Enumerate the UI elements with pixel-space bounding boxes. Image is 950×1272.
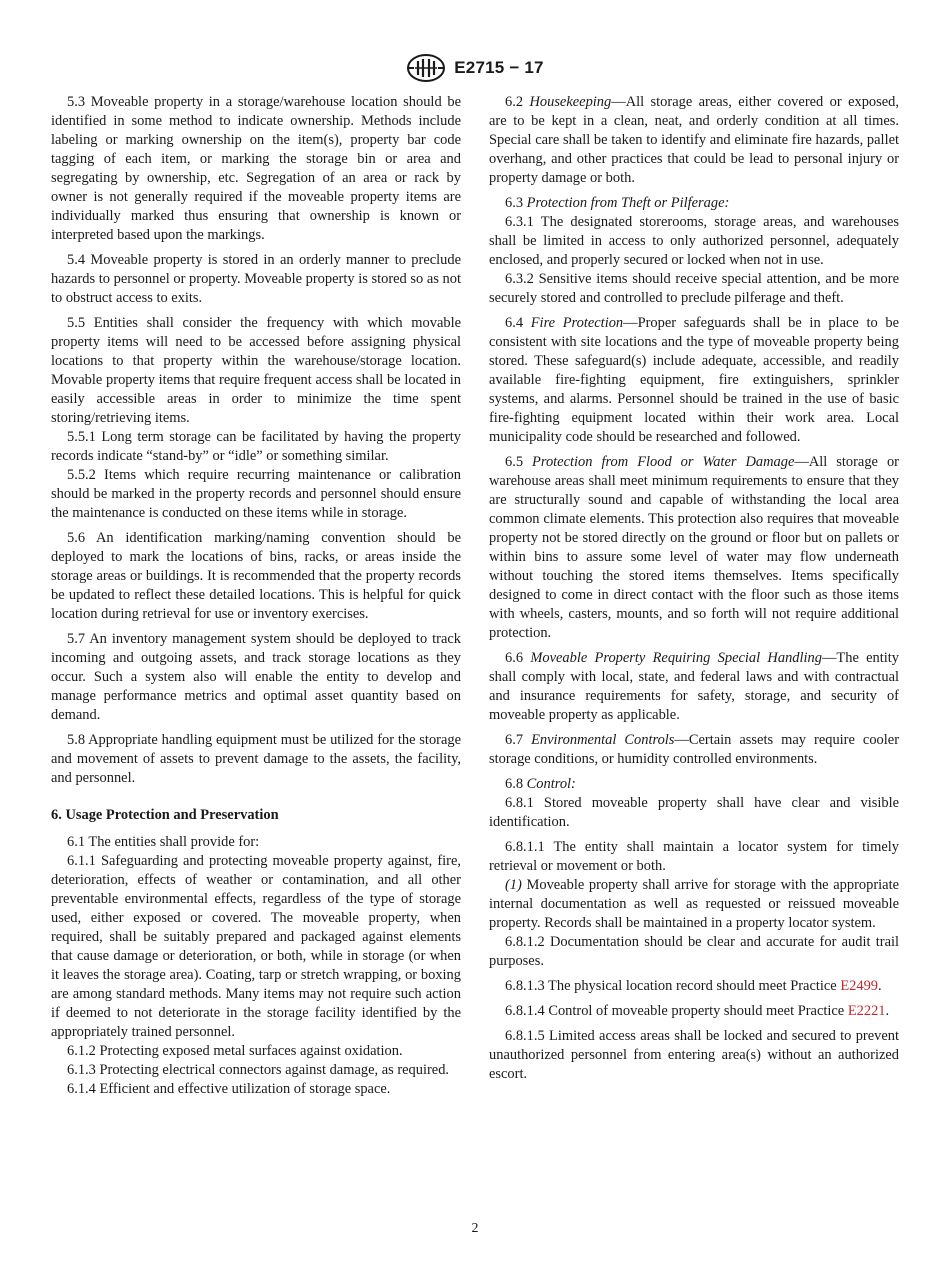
paragraph-6-7-number: 6.7 [505, 732, 524, 748]
paragraph-5-5-1: 5.5.1 Long term storage can be facilitated by having the property records indicate “stand-by” or “idle” or something similar. [51, 429, 461, 464]
paragraph-5-6: 5.6 An identification marking/naming convention should be deployed to mark the locations of bins, racks, or areas inside the storage areas or buildings. It is recommended that the property records be updated to reflect these detailed locations. This is helpful for quick location during retrieval for use or inventory exercises. [51, 530, 461, 622]
paragraph-6-1-3: 6.1.3 Protecting electrical connectors against damage, as required. [67, 1062, 450, 1078]
paragraph-6-6 [489, 649, 899, 725]
paragraph-6-2-number: 6.2 [505, 94, 524, 110]
paragraph-6-3-title: Protection from Theft or Pilferage: [526, 195, 730, 211]
paragraph-6-4-title: Fire Protection [530, 315, 624, 331]
paragraph-6-8-title: Control: [526, 776, 576, 792]
right-column [489, 93, 899, 1090]
paragraph-6-1-2: 6.1.2 Protecting exposed metal surfaces against oxidation. [67, 1043, 403, 1059]
paragraph-6-3 [489, 194, 899, 213]
section-6-heading: 6. Usage Protection and Preservation [51, 807, 279, 823]
paragraph-6-1: 6.1 The entities shall provide for: [67, 834, 260, 850]
paragraph-5-5: 5.5 Entities shall consider the frequency with which movable property items will need to be accessed before assigning physical locations to that property within the warehouse/storage location. Movable property items that require frequent access shall be located in easily accessible areas in order to minimize the time spent storing/retrieving items. [51, 315, 461, 426]
paragraph-5-4: 5.4 Moveable property is stored in an orderly manner to preclude hazards to personnel or property. Moveable property is stored so as not to obstruct access to exits. [51, 252, 461, 306]
sub-item-text: Moveable property shall arrive for storage with the appropriate internal documentation as well as requested or reissued moveable property. Records shall be maintained in a property locator system. [489, 877, 899, 931]
paragraph-6-8-1-4-text: 6.8.1.4 Control of moveable property should meet Practice [505, 1003, 848, 1019]
paragraph-6-3-number: 6.3 [505, 195, 524, 211]
paragraph-6-5-text: —All storage or warehouse areas shall meet minimum requirements to ensure that they are structurally sound and capable of withstanding the local area common climate elements. This protection also requires that moveable property not be stored directly on the ground or floor but on pallets or within bins to assure some level of water may flow underneath without touching the stored items themselves. Items specifically designed to come in direct contact with the floor such as those items with wheels, casters, mounts, and so forth will not require additional protection. [489, 454, 899, 641]
reference-link-e2499[interactable]: E2499 [840, 978, 879, 994]
left-column [51, 93, 461, 1099]
paragraph-6-5-number: 6.5 [505, 454, 524, 470]
paragraph-6-8-1-1: 6.8.1.1 The entity shall maintain a locator system for timely retrieval or movement or both. [489, 839, 899, 874]
paragraph-6-2-text: —All storage areas, either covered or exposed, are to be kept in a clean, neat, and orderly condition at all times. Special care shall be taken to identify and eliminate fire hazards, pallet overhang, and other practices that could be lead to personal injury or property damage or both. [489, 94, 899, 186]
reference-link-e2221[interactable]: E2221 [847, 1003, 886, 1019]
paragraph-6-1-1: 6.1.1 Safeguarding and protecting moveable property against, fire, deterioration, effects of weather or contamination, and all other preventable environmental effects, regardless of the type of storage used, either exposed or covered. The moveable property, when required, shall be suitably prepared and packaged against elements that cause damage or deterioration, or both, while in storage (or when it leaves the storage area). Coating, tarp or stretch wrapping, or boxing are among standard methods. Many items may not require such action if deemed to not deteriorate in the storage facility identified by the appropriately trained personnel. [51, 853, 461, 1040]
paragraph-5-5-2: 5.5.2 Items which require recurring maintenance or calibration should be marked in the property records and personnel should ensure the maintenance is conducted on these items while in storage. [51, 467, 461, 521]
paragraph-5-7: 5.7 An inventory management system should be deployed to track incoming and outgoing assets, and track storage locations as they occur. Such a system also will enable the entity to develop and manage performance metrics and optimal asset quantity based on demand. [51, 631, 461, 723]
paragraph-6-5-title: Protection from Flood or Water Damage [532, 454, 795, 470]
paragraph-6-2-title: Housekeeping [529, 94, 612, 110]
period: . [885, 1003, 890, 1019]
paragraph-5-3: 5.3 Moveable property in a storage/warehouse location should be identified in some method to indicate ownership. Methods include labeling or marking ownership on the item(s), property bar code tagging of each item, or marking the storage bin or area and segregating by ownership, etc. Segregation of an area or rack by owner is not generally required if the moveable property items are individually marked thus ensuring that ownership is known or interpreted based upon the markings. [51, 94, 461, 243]
paragraph-6-8-number: 6.8 [505, 776, 524, 792]
paragraph-6-8-1-2: 6.8.1.2 Documentation should be clear and accurate for audit trail purposes. [489, 934, 899, 969]
paragraph-6-6-text: —The entity shall comply with local, state, and federal laws and with contractual and insurance requirements for safety, storage, and security of moveable property as applicable. [489, 650, 900, 723]
page-number: 2 [471, 1221, 479, 1236]
paragraph-6-6-number: 6.6 [505, 650, 524, 666]
paragraph-5-8: 5.8 Appropriate handling equipment must be utilized for the storage and movement of assets to prevent damage to the assets, the facility, and personnel. [51, 732, 461, 786]
paragraph-6-5 [489, 453, 899, 643]
paragraph-6-2 [489, 93, 899, 188]
paragraph-6-8-1-5: 6.8.1.5 Limited access areas shall be locked and secured to prevent unauthorized personnel from entering area(s) without an authorized escort. [489, 1028, 899, 1082]
period: . [878, 978, 882, 994]
paragraph-6-7-text: —Certain assets may require cooler storage conditions, or humidity controlled environments. [489, 732, 900, 767]
standard-designation: E2715 − 17 [454, 58, 544, 77]
paragraph-6-4 [489, 314, 899, 447]
paragraph-6-8-1-3-text: 6.8.1.3 The physical location record should meet Practice [505, 978, 841, 994]
paragraph-6-3-1: 6.3.1 The designated storerooms, storage areas, and warehouses shall be limited in access to only authorized personnel, adequately enclosed, and properly secured or locked when not in use. [489, 214, 899, 268]
paragraph-6-8-1-3 [489, 977, 899, 996]
paragraph-6-7-title: Environmental Controls [531, 732, 675, 748]
paragraph-6-4-text: —Proper safeguards shall be in place to be consistent with site locations and the type of moveable property being stored. These safeguard(s) include adequate, accessible, and readily available fire-fighting equipment, fire extinguishers, sprinkler systems, and alarms. Personnel should be trained in the use of basic fire-fighting equipment located within their work area. Local municipality code should be researched and followed. [489, 315, 900, 445]
page-header [0, 51, 950, 85]
paragraph-6-6-title: Moveable Property Requiring Special Handling [530, 650, 822, 666]
astm-logo-icon [406, 53, 446, 83]
paragraph-6-1-4: 6.1.4 Efficient and effective utilization of storage space. [67, 1081, 391, 1097]
paragraph-6-8-1-4 [489, 1002, 899, 1021]
paragraph-6-4-number: 6.4 [505, 315, 524, 331]
paragraph-6-3-2: 6.3.2 Sensitive items should receive special attention, and be more securely stored and controlled to preclude pilferage and theft. [489, 271, 899, 306]
paragraph-6-7 [489, 731, 899, 769]
paragraph-6-8-1: 6.8.1 Stored moveable property shall have clear and visible identification. [489, 795, 899, 830]
paragraph-6-8 [489, 775, 899, 794]
sub-item-number: (1) [505, 877, 522, 893]
paragraph-6-8-1-1-sub [489, 876, 899, 933]
